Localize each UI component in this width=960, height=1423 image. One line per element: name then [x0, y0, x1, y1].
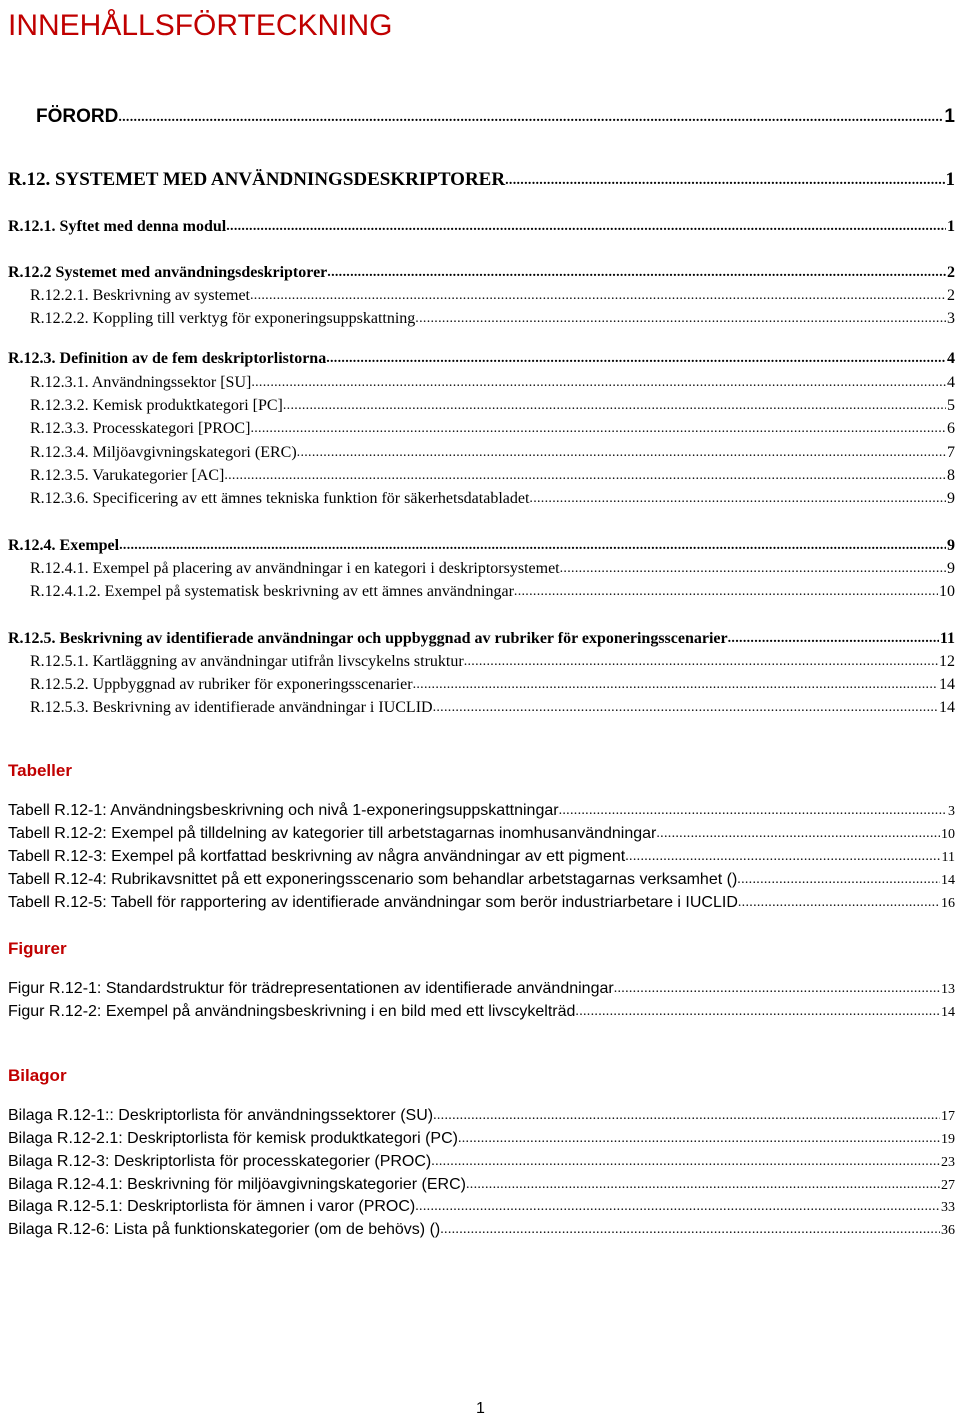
toc-entry-text: Tabell R.12-2: Exempel på tilldelning av kategorier till arbetstagarnas inomhusanvändningar	[8, 825, 657, 842]
toc-entry[interactable]	[0, 699, 955, 723]
toc-entry-page: 3	[948, 804, 955, 819]
toc-entry-page: 12	[939, 653, 955, 670]
appendix-list-entry[interactable]	[0, 1153, 955, 1177]
toc-entry[interactable]	[0, 420, 955, 444]
toc-entry-text: R.12.2.2. Koppling till verktyg för exponeringsuppskattning	[30, 310, 416, 327]
toc-entry-text: R.12. SYSTEMET MED ANVÄNDNINGSDESKRIPTORER	[8, 169, 506, 190]
figures-heading: Figurer	[8, 939, 67, 958]
toc-entry-text: R.12.3.1. Användningssektor [SU]	[30, 374, 252, 391]
figure-list-entry[interactable]	[0, 1003, 955, 1027]
toc-entry-page: 9	[947, 537, 955, 554]
toc-entry[interactable]	[0, 350, 955, 374]
appendix-list-entry[interactable]	[0, 1198, 955, 1222]
figure-list-entry[interactable]	[0, 980, 955, 1004]
toc-entry-text: Bilaga R.12-2.1: Deskriptorlista för kemisk produktkategori (PC)	[8, 1130, 458, 1147]
toc-entry[interactable]	[0, 397, 955, 421]
toc-entry[interactable]	[0, 374, 955, 398]
toc-entry-text: R.12.5.2. Uppbyggnad av rubriker för exponeringsscenarier	[30, 676, 413, 693]
toc-entry-text: R.12.3.5. Varukategorier [AC]	[30, 467, 225, 484]
toc-entry[interactable]	[0, 630, 955, 654]
toc-entry-text: FÖRORD	[36, 106, 119, 127]
toc-entry-text: R.12.5. Beskrivning av identifierade användningar och uppbyggnad av rubriker för exponeringsscenarier	[8, 630, 728, 647]
toc-entry-text: R.12.3. Definition av de fem deskriptorlistorna	[8, 350, 327, 367]
toc-entry-text: Bilaga R.12-5.1: Deskriptorlista för ämnen i varor (PROC)	[8, 1198, 416, 1215]
toc-entry-text: R.12.2.1. Beskrivning av systemet	[30, 287, 250, 304]
toc-entry-page: 7	[947, 444, 955, 461]
page-number: 1	[476, 1400, 485, 1417]
toc-entry[interactable]	[0, 583, 955, 607]
toc-entry-page: 13	[941, 982, 955, 997]
toc-entry-text: R.12.5.1. Kartläggning av användningar utifrån livscykelns struktur	[30, 653, 464, 670]
toc-entry-text: R.12.3.3. Processkategori [PROC]	[30, 420, 251, 437]
toc-entry-page: 1	[947, 218, 955, 235]
toc-entry-page: 2	[947, 287, 955, 304]
toc-entry[interactable]	[0, 537, 955, 561]
toc-entry[interactable]	[0, 310, 955, 334]
toc-entry-text: R.12.4. Exempel	[8, 537, 120, 554]
toc-entry[interactable]	[0, 467, 955, 491]
toc-entry-text: R.12.5.3. Beskrivning av identifierade användningar i IUCLID	[30, 699, 433, 716]
toc-entry-text: Tabell R.12-3: Exempel på kortfattad beskrivning av några användningar av ett pigment	[8, 848, 626, 865]
toc-entry-page: 27	[941, 1178, 955, 1193]
table-list-entry[interactable]	[0, 871, 955, 895]
toc-entry[interactable]	[0, 264, 955, 288]
toc-entry[interactable]	[0, 444, 955, 468]
toc-entry-text: Tabell R.12-5: Tabell för rapportering av identifierade användningar som berör industriarbetare i IUCLID	[8, 894, 738, 911]
toc-entry-page: 4	[947, 374, 955, 391]
toc-entry-page: 4	[947, 350, 955, 367]
toc-entry-text: Figur R.12-1: Standardstruktur för trädrepresentationen av identifierade användningar	[8, 980, 614, 997]
toc-entry-text: R.12.3.2. Kemisk produktkategori [PC]	[30, 397, 283, 414]
toc-entry-text: R.12.4.1.2. Exempel på systematisk beskrivning av ett ämnes användningar	[30, 583, 514, 600]
toc-entry-chapter[interactable]	[0, 169, 955, 193]
toc-entry-text: Bilaga R.12-6: Lista på funktionskategorier (om de behövs) ()	[8, 1221, 441, 1238]
toc-entry-page: 8	[947, 467, 955, 484]
toc-entry-text: R.12.2 Systemet med användningsdeskriptorer	[8, 264, 328, 281]
toc-entry-forord[interactable]	[0, 106, 955, 130]
toc-entry-page: 14	[939, 676, 955, 693]
toc-entry-page: 17	[941, 1109, 955, 1124]
toc-entry-page: 1	[945, 169, 955, 190]
toc-entry-page: 9	[947, 560, 955, 577]
table-list-entry[interactable]	[0, 848, 955, 872]
toc-entry-page: 36	[941, 1223, 955, 1238]
appendix-list-entry[interactable]	[0, 1107, 955, 1131]
table-list-entry[interactable]	[0, 802, 955, 826]
appendix-list-entry[interactable]	[0, 1130, 955, 1154]
toc-entry-page: 5	[947, 397, 955, 414]
toc-entry-page: 33	[941, 1200, 955, 1215]
toc-entry-page: 11	[941, 850, 955, 865]
toc-entry-text: Tabell R.12-1: Användningsbeskrivning och nivå 1-exponeringsuppskattningar	[8, 802, 559, 819]
appendices-heading: Bilagor	[8, 1066, 67, 1085]
toc-entry-text: Bilaga R.12-4.1: Beskrivning för miljöavgivningskategorier (ERC)	[8, 1176, 466, 1193]
toc-entry-text: R.12.4.1. Exempel på placering av användningar i en kategori i deskriptorsystemet	[30, 560, 560, 577]
toc-entry[interactable]	[0, 287, 955, 311]
toc-entry-text: Tabell R.12-4: Rubrikavsnittet på ett exponeringsscenario som behandlar arbetstagarnas verksamhet ()	[8, 871, 738, 888]
toc-entry[interactable]	[0, 653, 955, 677]
toc-entry-text: R.12.3.6. Specificering av ett ämnes tekniska funktion för säkerhetsdatabladet	[30, 490, 530, 507]
toc-entry-page: 2	[947, 264, 955, 281]
toc-entry-page: 9	[947, 490, 955, 507]
toc-entry-page: 6	[947, 420, 955, 437]
toc-entry-page: 16	[941, 896, 955, 911]
toc-entry-page: 19	[941, 1132, 955, 1147]
toc-entry-page: 14	[941, 873, 955, 888]
table-list-entry[interactable]	[0, 894, 955, 918]
toc-entry[interactable]	[0, 218, 955, 242]
toc-entry[interactable]	[0, 560, 955, 584]
document-title: INNEHÅLLSFÖRTECKNING	[8, 9, 393, 42]
toc-entry-text: R.12.1. Syftet med denna modul	[8, 218, 227, 235]
toc-entry-text: R.12.3.4. Miljöavgivningskategori (ERC)	[30, 444, 297, 461]
toc-entry-page: 23	[941, 1155, 955, 1170]
toc-entry-page: 3	[947, 310, 955, 327]
toc-entry-page: 14	[941, 1005, 955, 1020]
toc-entry[interactable]	[0, 490, 955, 514]
toc-entry-text: Bilaga R.12-3: Deskriptorlista för processkategorier (PROC)	[8, 1153, 432, 1170]
toc-entry-page: 11	[939, 630, 955, 647]
toc-entry-page: 14	[939, 699, 955, 716]
appendix-list-entry[interactable]	[0, 1221, 955, 1245]
toc-entry-page: 1	[944, 106, 955, 127]
tables-heading: Tabeller	[8, 761, 72, 780]
toc-entry-page: 10	[941, 827, 955, 842]
toc-entry-text: Bilaga R.12-1:: Deskriptorlista för användningssektorer (SU)	[8, 1107, 434, 1124]
toc-entry-text: Figur R.12-2: Exempel på användningsbeskrivning i en bild med ett livscykelträd	[8, 1003, 576, 1020]
toc-entry-page: 10	[939, 583, 955, 600]
toc-entry[interactable]	[0, 676, 955, 700]
appendix-list-entry[interactable]	[0, 1176, 955, 1200]
table-list-entry[interactable]	[0, 825, 955, 849]
